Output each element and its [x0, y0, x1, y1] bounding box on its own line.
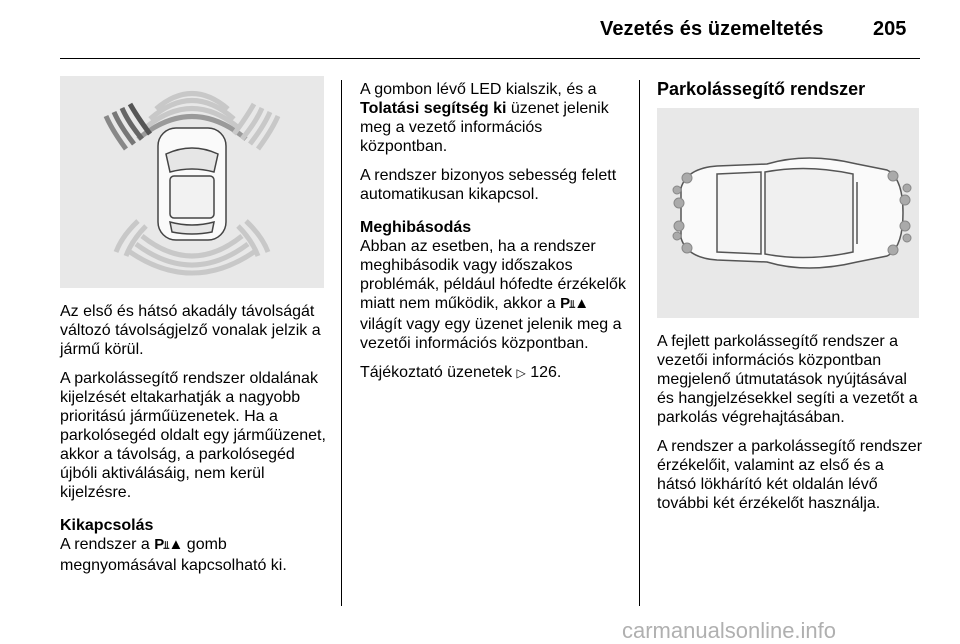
- page-number: 205: [873, 18, 907, 40]
- switch-off-text-post: gomb megnyomásával kapcsolható ki.: [60, 536, 287, 574]
- header-rule: [60, 58, 920, 59]
- page-reference-arrow-icon: ▷: [516, 366, 526, 380]
- sensor-dot: [900, 195, 910, 205]
- distance-display-figure: [60, 76, 324, 288]
- heading-fault: Meghibásodás: [360, 219, 472, 236]
- sensor-dot: [682, 173, 692, 183]
- led-text-pre: A gombon lévő LED kialszik, és a: [360, 81, 597, 98]
- sensor-layout-diagram: [657, 108, 919, 318]
- led-message-name: Tolatási segítség ki: [360, 100, 507, 117]
- figure-caption: Az első és hátsó akadály távolságát változó távolságjelző vonalak jelzik a jármű körül.: [60, 303, 321, 358]
- page-header-title: Vezetés és üzemeltetés: [600, 18, 824, 40]
- switch-off-paragraph: [60, 535, 330, 575]
- info-text: Tájékoztató üzenetek: [360, 364, 513, 381]
- column-1: [60, 302, 330, 585]
- sensor-dot: [682, 243, 692, 253]
- sensor-dot: [903, 234, 911, 242]
- side-display-paragraph: A parkolássegítő rendszer oldalának kijelzését eltakarhatják a nagyobb prioritású járműüzenetek. Ha a parkolósegéd oldalt egy járműüzenet, akkor a távolság, a parkolósegéd újbóli aktiválásáig, nem kerül kijelzésre.: [60, 370, 326, 501]
- info-page-ref: 126.: [530, 364, 562, 381]
- led-text-post: üzenet jelenik meg a vezető információs központban.: [360, 100, 609, 155]
- advanced-system-paragraph: A fejlett parkolássegítő rendszer a vezetői információs központban megjelenő útmutatások nyújtásával és hangjelzésekkel segíti a vezetőt a parkolás végrehajtásában.: [657, 333, 918, 426]
- heading-switch-off: Kikapcsolás: [60, 517, 154, 534]
- fault-text-pre: Abban az esetben, ha a rendszer meghibásodik vagy időszakos problémák, például hófedte érzékelők miatt nem működik, akkor a: [360, 238, 626, 312]
- car-top-view: [158, 128, 226, 240]
- column-divider-1: [341, 80, 342, 606]
- sensor-dot: [674, 221, 684, 231]
- distance-lines-diagram: [60, 76, 324, 288]
- sensor-layout-figure: [657, 108, 919, 318]
- column-3-text: [657, 332, 923, 523]
- column-3: [657, 80, 921, 99]
- parking-assist-icon: P⫫▲: [154, 536, 183, 553]
- fault-text-post: világít vagy egy üzenet jelenik meg a vezetői információs központban.: [360, 316, 622, 352]
- switch-off-text-pre: A rendszer a: [60, 536, 150, 553]
- watermark: carmanualsonline.info: [622, 618, 837, 643]
- section-title: Parkolássegítő rendszer: [657, 79, 866, 99]
- column-divider-2: [639, 80, 640, 606]
- sensor-dot: [888, 245, 898, 255]
- sensor-dot: [903, 184, 911, 192]
- auto-off-paragraph: A rendszer bizonyos sebesség felett automatikusan kikapcsol.: [360, 167, 617, 203]
- sensor-dot: [900, 221, 910, 231]
- sensors-paragraph: A rendszer a parkolássegítő rendszer érzékelőit, valamint az első és a hátsó lökhárító két oldalán lévő további két érzékelőt használja.: [657, 438, 923, 512]
- sensor-dot: [674, 198, 684, 208]
- sensor-dot: [888, 171, 898, 181]
- parking-assist-icon: P⫫▲: [560, 295, 589, 312]
- sensor-dot: [673, 232, 681, 240]
- info-messages-reference[interactable]: [360, 363, 628, 383]
- fault-paragraph: [360, 237, 628, 353]
- sensor-dot: [673, 186, 681, 194]
- led-paragraph: [360, 80, 628, 156]
- column-2: [360, 80, 628, 393]
